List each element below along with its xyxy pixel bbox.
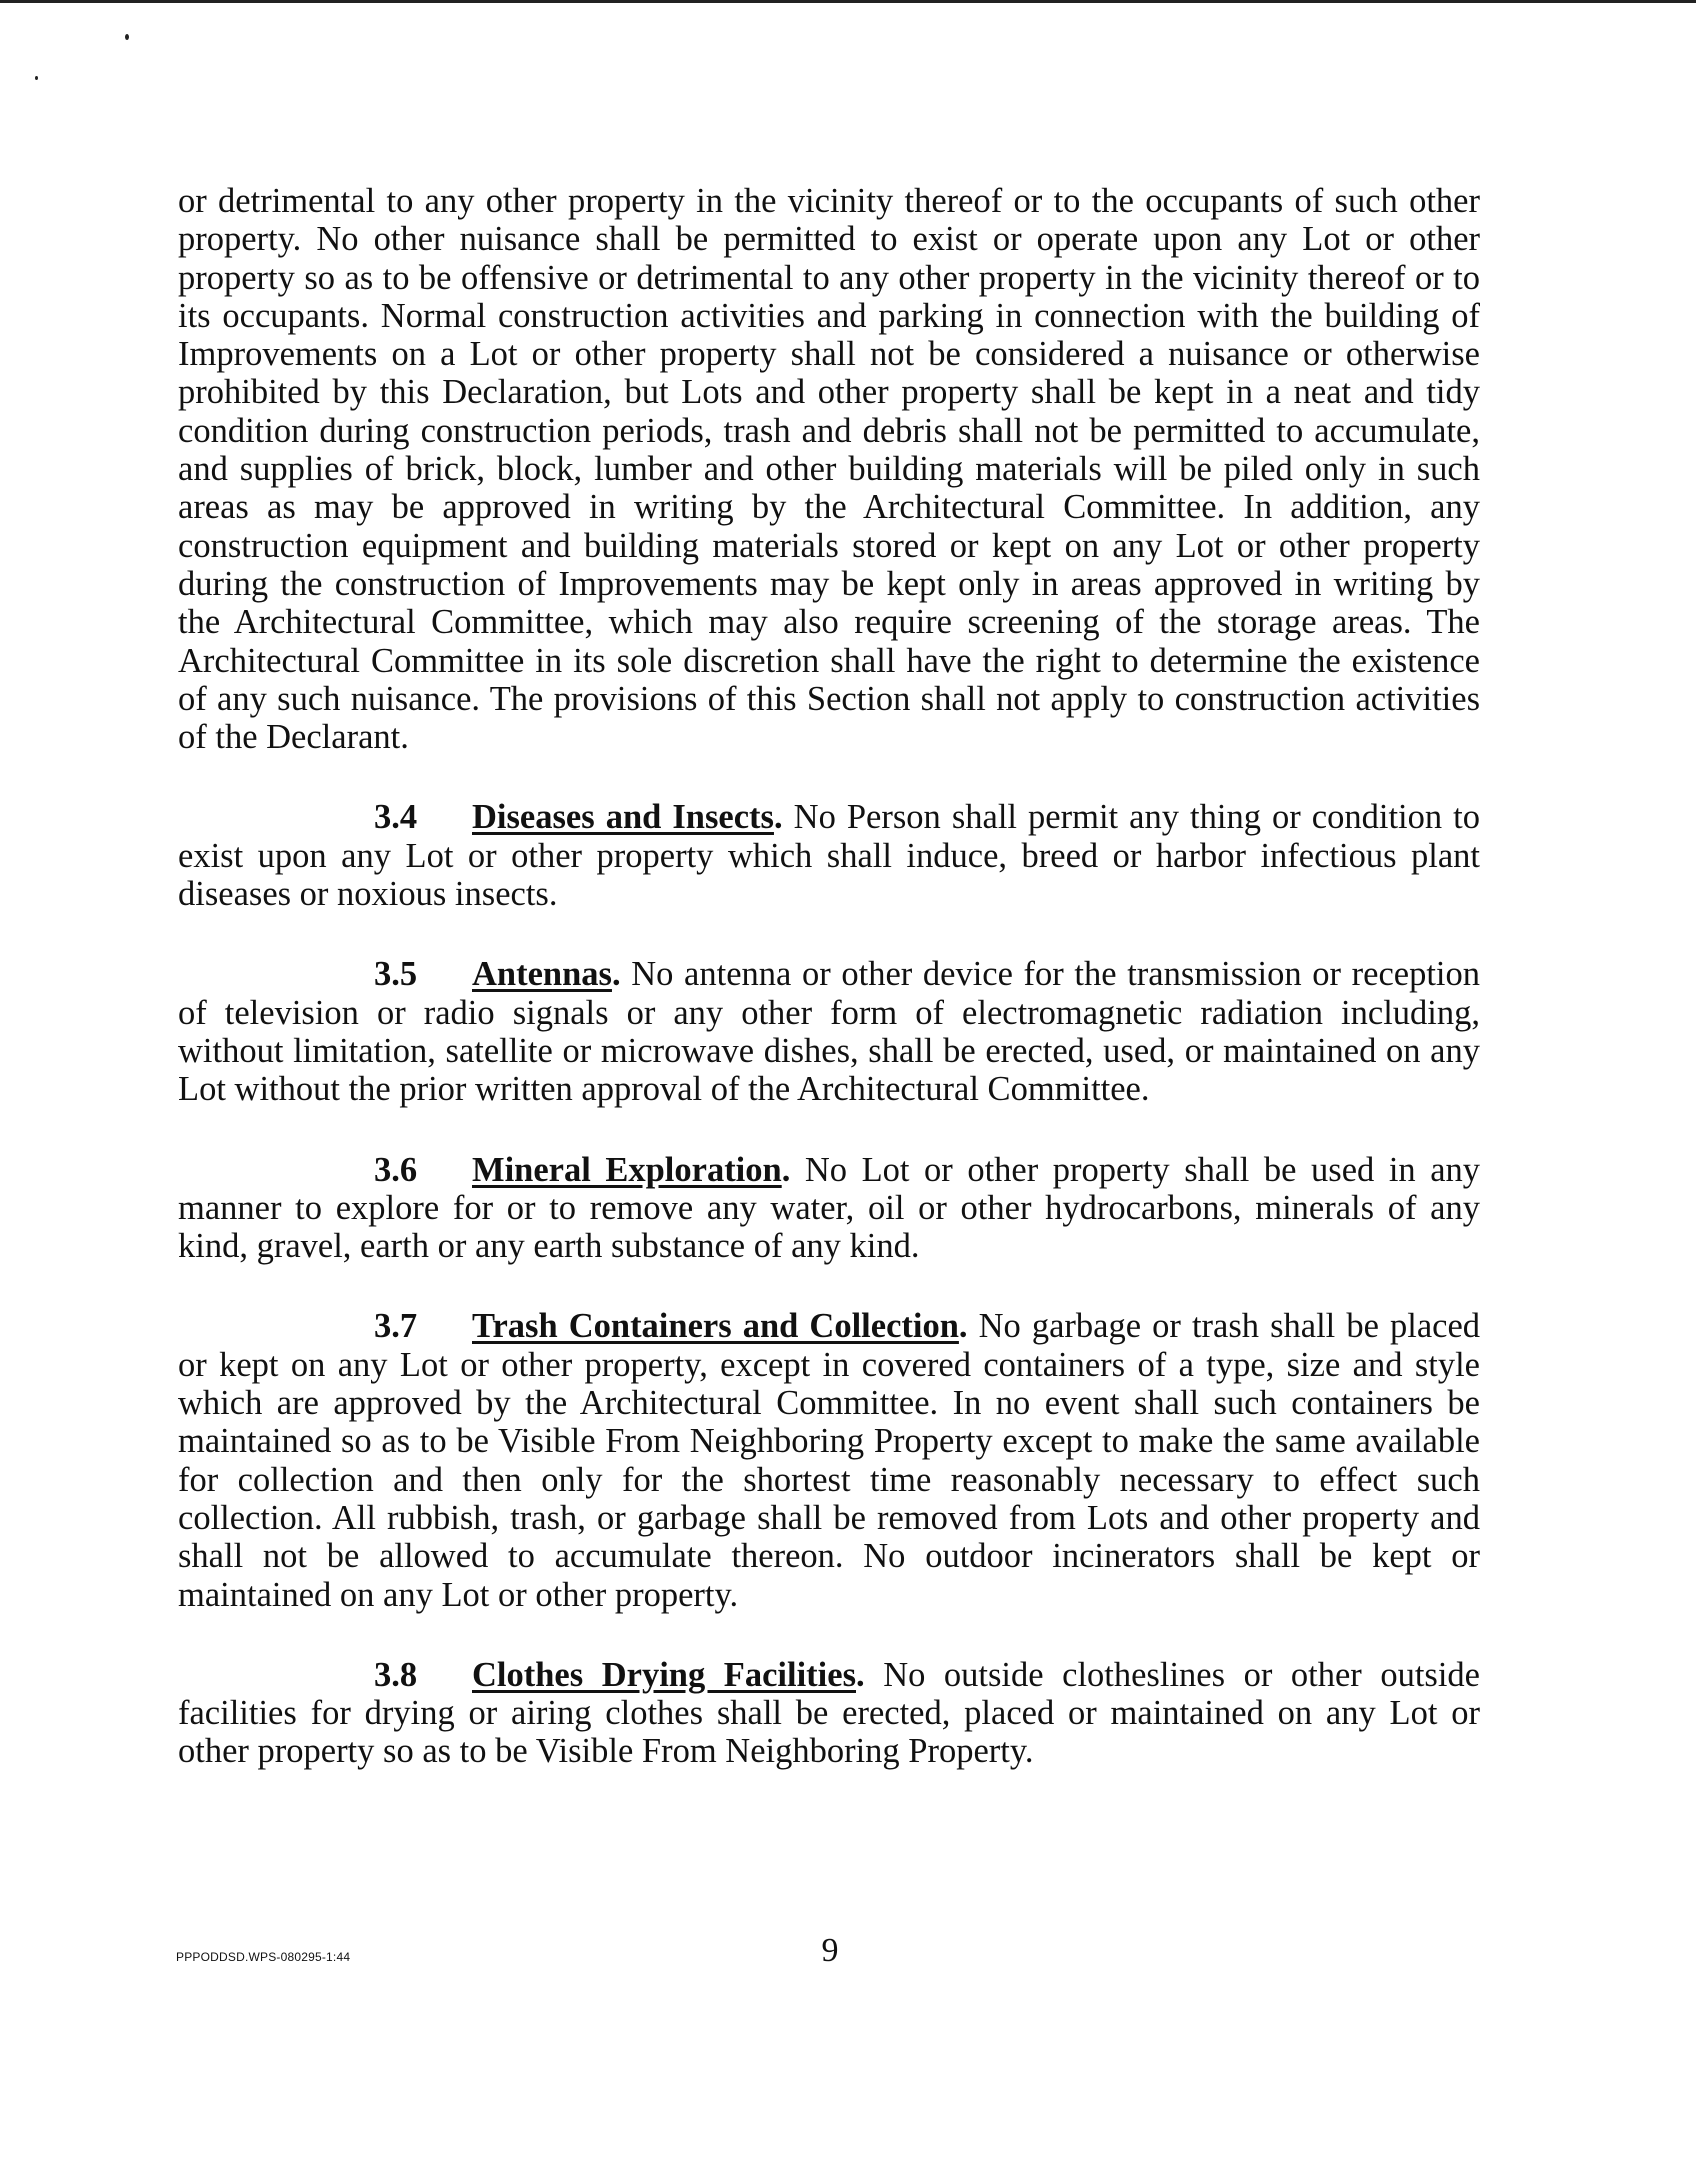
scan-speck bbox=[125, 34, 129, 40]
section-title: Clothes Drying Facilities bbox=[472, 1655, 856, 1694]
section-3-7: 3.7 Trash Containers and Collection. No garbage or trash shall be placed or kept on any Lot or other property, except in covered containers of a type, size and style which are approved by the Architectural Committee. In no event shall such containers be maintained so as to be Visible From Neighboring Property except to make the same available for collection and then only for the shortest time reasonably necessary to effect such collection. All rubbish, trash, or garbage shall be removed from Lots and other property and shall not be allowed to accumulate thereon. No outdoor incinerators shall be kept or maintained on any Lot or other property. bbox=[178, 1307, 1481, 1614]
section-title: Antennas bbox=[472, 955, 612, 994]
section-title: Trash Containers and Collection bbox=[472, 1307, 959, 1346]
section-3-6: 3.6 Mineral Exploration. No Lot or other property shall be used in any manner to explore for or to remove any water, oil or other hydrocarbons, minerals of any kind, gravel, earth or any earth substance of any kind. bbox=[178, 1150, 1481, 1266]
document-body bbox=[178, 182, 1480, 1771]
page-number: 9 bbox=[821, 1932, 839, 1969]
section-text: No Lot or other property shall be used in any manner to explore for or to remove any water, oil or other hydrocarbons, minerals of any kind, gravel, earth or any earth substance of any kind. bbox=[178, 1150, 1481, 1266]
section-number: 3.5 bbox=[374, 955, 418, 994]
section-number: 3.7 bbox=[374, 1307, 418, 1346]
section-number: 3.4 bbox=[374, 798, 418, 837]
section-text: No Person shall permit any thing or condition to exist upon any Lot or other property which shall induce, breed or harbor infectious plant diseases or noxious insects. bbox=[178, 798, 1481, 914]
section-text: No garbage or trash shall be placed or kept on any Lot or other property, except in covered containers of a type, size and style which are approved by the Architectural Committee. In no event shall such containers be maintained so as to be Visible From Neighboring Property except to make the same available for collection and then only for the shortest time reasonably necessary to effect such collection. All rubbish, trash, or garbage shall be removed from Lots and other property and shall not be allowed to accumulate thereon. No outdoor incinerators shall be kept or maintained on any Lot or other property. bbox=[178, 1307, 1481, 1614]
scan-top-border bbox=[0, 0, 1696, 3]
section-3-5: 3.5 Antennas. No antenna or other device for the transmission or reception of television or radio signals or any other form of electromagnetic radiation including, without limitation, satellite or microwave dishes, shall be erected, used, or maintained on any Lot without the prior written approval of the Architectural Committee. bbox=[178, 955, 1480, 1109]
section-3-8: 3.8 Clothes Drying Facilities. No outside clotheslines or other outside facilities for drying or airing clothes shall be erected, placed or maintained on any Lot or other property so as to be Visible From Neighboring Property. bbox=[178, 1655, 1480, 1771]
section-title: Diseases and Insects bbox=[472, 798, 774, 837]
section-text: No outside clotheslines or other outside facilities for drying or airing clothes shall be erected, placed or maintained on any Lot or other property so as to be Visible From Neighboring Property. bbox=[178, 1655, 1480, 1771]
section-3-4: 3.4 Diseases and Insects. No Person shall permit any thing or condition to exist upon any Lot or other property which shall induce, breed or harbor infectious plant diseases or noxious insects. bbox=[178, 798, 1481, 914]
scan-speck bbox=[35, 76, 38, 80]
footer-doc-code: PPPODDSD.WPS-080295-1:44 bbox=[176, 1950, 351, 1964]
section-title: Mineral Exploration bbox=[472, 1150, 782, 1189]
section-text: No antenna or other device for the transmission or reception of television or radio signals or any other form of electromagnetic radiation including, without limitation, satellite or microwave dishes, shall be erected, used, or maintained on any Lot without the prior written approval of the Architectural Committee. bbox=[178, 955, 1480, 1109]
section-number: 3.8 bbox=[374, 1655, 418, 1694]
intro-paragraph: or detrimental to any other property in the vicinity thereof or to the occupants of such other property. No other nuisance shall be permitted to exist or operate upon any Lot or other property so as to be offensive or detrimental to any other property in the vicinity thereof or to its occupants. Normal construction activities and parking in connection with the building of Improvements on a Lot or other property shall not be considered a nuisance or otherwise prohibited by this Declaration, but Lots and other property shall be kept in a neat and tidy condition during construction periods, trash and debris shall not be permitted to accumulate, and supplies of brick, block, lumber and other building materials will be piled only in such areas as may be approved in writing by the Architectural Committee. In addition, any construction equipment and building materials stored or kept on any Lot or other property during the construction of Improvements may be kept only in areas approved in writing by the Architectural Committee, which may also require screening of the storage areas. The Architectural Committee in its sole discretion shall have the right to determine the existence of any such nuisance. The provisions of this Section shall not apply to construction activities of the Declarant. bbox=[178, 182, 1480, 757]
section-number: 3.6 bbox=[374, 1150, 418, 1189]
